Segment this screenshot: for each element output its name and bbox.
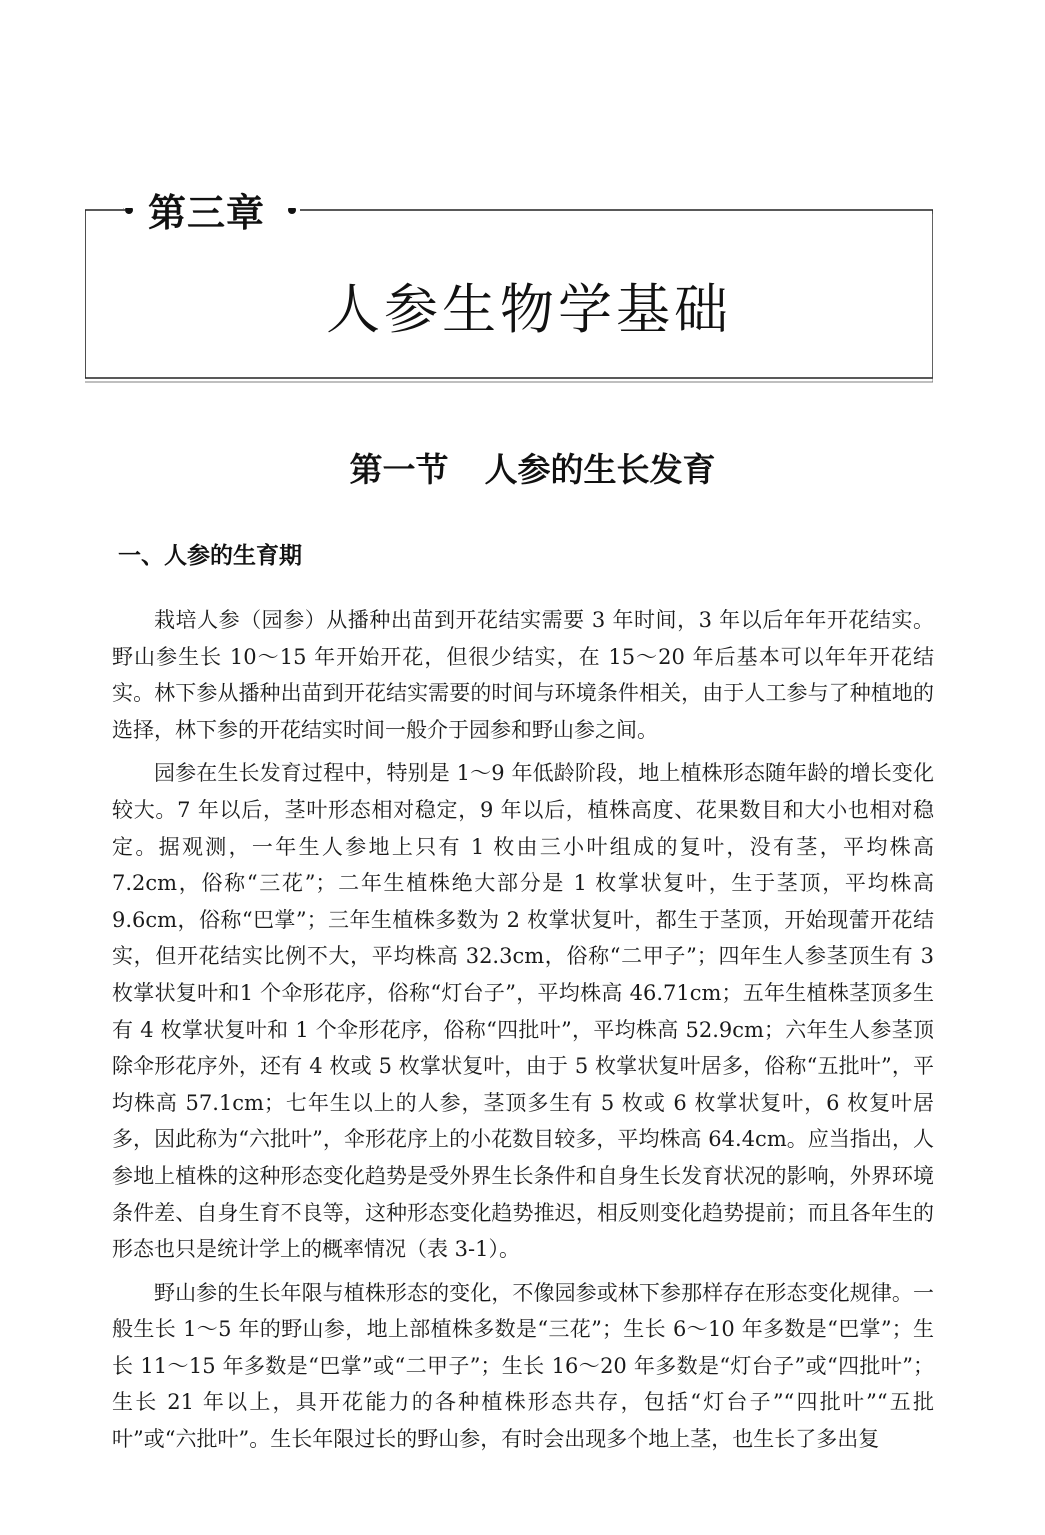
paragraph: 园参在生长发育过程中，特别是 1～9 年低龄阶段，地上植株形态随年龄的增长变化较大。7 年以后，茎叶形态相对稳定，9 年以后，植株高度、花果数目和大小也相对稳定。据观测，一年生人参地上只有 1 枚由三小叶组成的复叶，没有茎，平均株高 7.2cm，俗称“三花”；二年生植株绝大部分是 1 枚掌状复叶，生于茎顶，平均株高 9.6cm，俗称“巴掌”；三年生植株多数为 2 枚掌状复叶，都生于茎顶，开始现蕾开花结实，但开花结实比例不大，平均株高 32.3cm，俗称“二甲子”；四年生人参茎顶生有 3 枚掌状复叶和1 个伞形花序，俗称“灯台子”，平均株高 46.71cm；五年生植株茎顶多生有 4 枚掌状复叶和 1 个伞形花序，俗称“四批叶”，平均株高 52.9cm；六年生人参茎顶除伞形花序外，还有 4 枚或 5 枚掌状复叶，由于 5 枚掌状复叶居多，俗称“五批叶”，平均株高 57.1cm；七年生以上的人参，茎顶多生有 5 枚或 6 枚掌状复叶，6 枚复叶居多，因此称为“六批叶”，伞形花序上的小花数目较多，平均株高 64.4cm。应当指出，人参地上植株的这种形态变化趋势是受外界生长条件和自身生长发育状况的影响，外界环境条件差、自身生育不良等，这种形态变化趋势推迟，相反则变化趋势提前；而且各年生的形态也只是统计学上的概率情况（表 3-1）。 [112,761,934,1262]
frame-dot-right [288,208,296,214]
section-heading [0,440,1045,500]
section-number: 第一节 [349,450,449,489]
paragraph: 野山参的生长年限与植株形态的变化，不像园参或林下参那样存在形态变化规律。一般生长 1～5 年的野山参，地上部植株多数是“三花”；生长 6～10 年多数是“巴掌”；生长 11～15 年多数是“巴掌”或“二甲子”；生长 16～20 年多数是“灯台子”或“四批叶”；生长 21 年以上，具开花能力的各种植株形态共存，包括“灯台子”“四批叶”“五批叶”或“六批叶”。生长年限过长的野山参，有时会出现多个地上茎，也生长了多出复 [112,1280,934,1452]
subsection-heading: 一、人参的生育期 [118,543,302,569]
paragraph: 栽培人参（园参）从播种出苗到开花结实需要 3 年时间，3 年以后年年开花结实。野山参生长 10～15 年开始开花，但很少结实，在 15～20 年后基本可以年年开花结实。林下参从播种出苗到开花结实需要的时间与环境条件相关，由于人工参与了种植地的选择，林下参的开花结实时间一般介于园参和野山参之间。 [112,608,934,742]
body-text [112,602,934,1465]
chapter-title: 人参生物学基础 [326,278,732,341]
section-title: 人参的生长发育 [484,450,716,489]
frame-dot-left [125,208,133,214]
chapter-label: 第三章 [148,191,266,235]
